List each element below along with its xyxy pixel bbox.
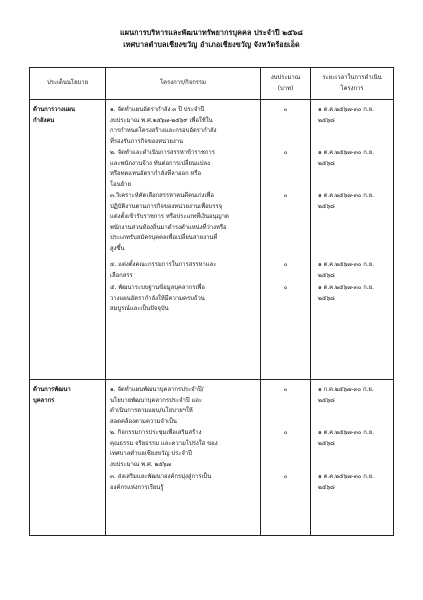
activity-line: แต่งตั้งเข้ารับราชการ หรือประเภทที่เงินอนุญาต: [110, 214, 229, 220]
budget-value: ๐: [283, 430, 288, 436]
period-line: ๒๕๖๘: [318, 117, 335, 124]
table-row: [30, 380, 394, 536]
activity-item: [110, 472, 257, 493]
period-line: ๑ ต.ค.๒๕๖๗-๓๐ ก.ย.: [318, 474, 375, 480]
period-line: ๒๕๖๘: [318, 440, 335, 447]
section-name: บุคลากร: [33, 397, 55, 404]
period-value: [318, 191, 391, 212]
activity-line: ๓.วิเคราะห์คัดเลือกสรรหาคนดีคนเก่งเพื่อ: [110, 193, 214, 199]
activity-line: องค์กรแห่งการเรียนรู้: [110, 484, 164, 491]
header-issue: ประเด็นนโยบาย: [30, 68, 106, 100]
period-line: ๑ ต.ค.๒๕๖๗-๓๐ ก.ย.: [318, 285, 375, 291]
period-line: ๑ ต.ค.๒๕๖๗-๓๐ ก.ย.: [318, 262, 375, 268]
activity-line: ที่รองรับภารกิจของหน่วยงาน: [110, 138, 184, 145]
activity-line: งบประมาณ พ.ศ. ๒๕๖๗: [110, 461, 171, 468]
table-row: [30, 100, 394, 380]
period-line: ๒๕๖๘: [318, 272, 335, 279]
activity-item: [110, 260, 257, 281]
budget-value: ๐: [283, 387, 288, 393]
activity-line: สอดคล้องตามความจำเป็น: [110, 418, 177, 425]
activity-line: ๔. แต่งตั้งคณะกรรมการในการสรรหาและ: [110, 262, 217, 268]
period-value: [318, 428, 391, 449]
period-value: [318, 148, 391, 169]
period-line: ๒๕๖๘: [318, 203, 335, 210]
document-title: แผนการบริหารและพัฒนาทรัพยากรบุคคล ประจำปี ๒๕๖๘: [120, 28, 303, 37]
period-value: [318, 385, 391, 406]
period-value: [318, 260, 391, 281]
section-name-cell: [30, 100, 106, 380]
header-budget: [261, 68, 311, 100]
header-project: โครงการ/กิจกรรม: [106, 68, 261, 100]
period-line: ๒๕๖๘: [318, 295, 335, 302]
period-value: [318, 105, 391, 126]
period-value: [318, 283, 391, 304]
period-line: ๑ ต.ค.๒๕๖๗-๓๐ ก.ย.: [318, 150, 375, 156]
section-name: ด้านการพัฒนา: [33, 387, 71, 393]
section-name: กำลังคน: [33, 117, 55, 124]
budget-value: ๐: [283, 285, 288, 291]
activities-cell: [106, 380, 261, 536]
activity-line: สูงขึ้น: [110, 245, 125, 252]
activity-line: สมบูรณ์และเป็นปัจจุบัน: [110, 306, 169, 312]
activity-line: และพนักงานจ้าง ทันต่อการเปลี่ยนแปลง: [110, 160, 210, 167]
budget-value: ๐: [283, 107, 288, 113]
header-budget-line: (บาท): [277, 85, 294, 92]
activity-item: [110, 385, 257, 427]
activity-line: ประเภทรับสมัครบุคคลเพื่อเปลี่ยนสายงานที่: [110, 235, 218, 241]
section-name: ด้านการวางแผน: [33, 107, 75, 113]
budget-value: ๐: [283, 193, 288, 199]
activity-line: ๑. จัดทำแผนอัตรากำลัง ๓ ปี ประจำปี: [110, 107, 205, 113]
activity-line: เลือกสรร: [110, 272, 133, 279]
activity-line: ๑. จัดทำแผนพัฒนาบุคลากรประจำปี/: [110, 387, 204, 393]
period-line: ๑ ต.ค.๒๕๖๗-๓๐ ก.ย.: [318, 107, 375, 113]
activity-line: ๒. กิจกรรมการประชุมเพื่อเสริมสร้าง: [110, 430, 202, 436]
activity-line: หรือทดแทนอัตรากำลังที่ลาออก หรือ: [110, 171, 202, 177]
activity-line: ปฏิบัติงานตามภารกิจของหน่วยงานเพื่อบรรจุ: [110, 203, 223, 210]
activity-line: โอนย้าย: [110, 181, 131, 188]
budget-cell: [261, 100, 311, 380]
document-subtitle: เทศบาลตำบลเชียงขวัญ อำเภอเชียงขวัญ จังหวัดร้อยเอ็ด: [123, 40, 300, 49]
period-line: ๒๕๖๘: [318, 484, 335, 491]
activity-item: [110, 105, 257, 147]
activity-line: งบประมาณ พ.ศ.๒๕๖๗-๒๕๖๙ เพื่อใช้ใน: [110, 117, 213, 124]
period-cell: [311, 380, 394, 536]
budget-value: ๐: [283, 150, 288, 156]
header-budget-line: งบประมาณ: [270, 75, 301, 81]
activity-item: [110, 428, 257, 470]
period-line: ๑ ต.ค.๒๕๖๗-๓๐ ก.ย.: [318, 193, 375, 199]
activity-item: [110, 283, 257, 315]
header-period: [311, 68, 394, 100]
header-period-line: ระยะเวลาในการดำเนิน: [322, 75, 382, 81]
activity-item: [110, 191, 257, 254]
activity-line: ๕. พัฒนาระบบฐานข้อมูลบุคลากรเพื่อ: [110, 285, 205, 291]
budget-cell: [261, 380, 311, 536]
activity-line: พนักงานส่วนท้องถิ่นมาดำรงตำแหน่งที่ว่างหรือ: [110, 224, 227, 231]
activity-line: ๓. ส่งเสริมและพัฒนาองค์กรมุ่งสู่การเป็น: [110, 474, 212, 480]
activity-line: คุณธรรม จริยธรรม และความโปร่งใส ของ: [110, 440, 218, 447]
period-line: ๒๕๖๘: [318, 160, 335, 167]
period-line: ๑ ก.ค.๒๕๖๗-๓๐ ก.ย.: [318, 387, 374, 393]
period-value: [318, 472, 391, 493]
activity-line: ดำเนินการตามแผน/นโยบายฯให้: [110, 408, 193, 414]
period-line: ๒๕๖๘: [318, 397, 335, 404]
activity-line: การกำหนดโครงสร้างและกรอบอัตรากำลัง: [110, 128, 217, 134]
budget-value: ๐: [283, 474, 288, 480]
activity-line: ๒. จัดทำและดำเนินการสรรหาข้าราชการ: [110, 150, 215, 156]
header-period-line: โครงการ: [340, 85, 364, 92]
period-line: ๑ ต.ค.๒๕๖๗-๓๐ ก.ย.: [318, 430, 375, 436]
period-cell: [311, 100, 394, 380]
activity-line: นโยบายพัฒนาบุคลากรประจำปี และ: [110, 397, 203, 404]
activity-line: เทศบาลตำบลเชียงขวัญ ประจำปี: [110, 451, 192, 457]
activities-cell: [106, 100, 261, 380]
table-header-row: [30, 68, 394, 100]
section-name-cell: [30, 380, 106, 536]
activity-line: วางแผนอัตรากำลังให้มีความครบถ้วน: [110, 295, 205, 302]
plan-table: [29, 67, 394, 536]
budget-value: ๐: [283, 262, 288, 268]
activity-item: [110, 148, 257, 190]
